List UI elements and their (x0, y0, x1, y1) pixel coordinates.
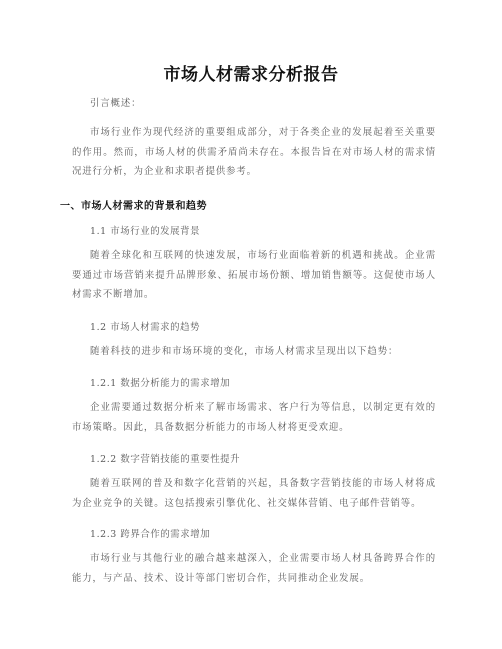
section-1-heading: 一、市场人材需求的背景和趋势 (60, 201, 207, 212)
subsection-1-2-2-heading: 1.2.2 数字营销技能的重要性提升 (90, 454, 241, 465)
subsection-1-2-paragraph: 随着科技的进步和市场环境的变化，市场人材需求呈现出以下趋势： (90, 346, 399, 357)
subsection-1-2-1-heading: 1.2.1 数据分析能力的需求增加 (90, 378, 231, 389)
subsection-1-2-1-paragraph: 企业需要通过数据分析来了解市场需求、客户行为等信息，以制定更有效的市场策略。因此，具备数据分析能力的市场人材将更受欢迎。 (72, 402, 436, 433)
intro-paragraph: 市场行业作为现代经济的重要组成部分，对于各类企业的发展起着至关重要的作用。然而，市场人材的供需矛盾尚未存在。本报告旨在对市场人材的需求情况进行分析，为企业和求职者提供参考。 (72, 127, 436, 178)
subsection-1-2-heading: 1.2 市场人材需求的趋势 (90, 322, 201, 333)
subsection-1-2-2-paragraph: 随着互联网的普及和数字化营销的兴起，具备数字营销技能的市场人材将成为企业竞争的关键。这包括搜索引擎优化、社交媒体营销、电子邮件营销等。 (72, 478, 436, 509)
intro-label: 引言概述： (90, 98, 142, 109)
document-title: 市场人材需求分析报告 (163, 65, 339, 85)
subsection-1-1-heading: 1.1 市场行业的发展背景 (90, 226, 201, 237)
subsection-1-2-3-paragraph: 市场行业与其他行业的融合越来越深入，企业需要市场人材具备跨界合作的能力，与产品、技术、设计等部门密切合作，共同推动企业发展。 (72, 553, 436, 584)
subsection-1-1-paragraph: 随着全球化和互联网的快速发展，市场行业面临着新的机遇和挑战。企业需要通过市场营销来提升品牌形象、拓展市场份额、增加销售额等。这促使市场人材需求不断增加。 (72, 250, 436, 301)
subsection-1-2-3-heading: 1.2.3 跨界合作的需求增加 (90, 529, 211, 540)
